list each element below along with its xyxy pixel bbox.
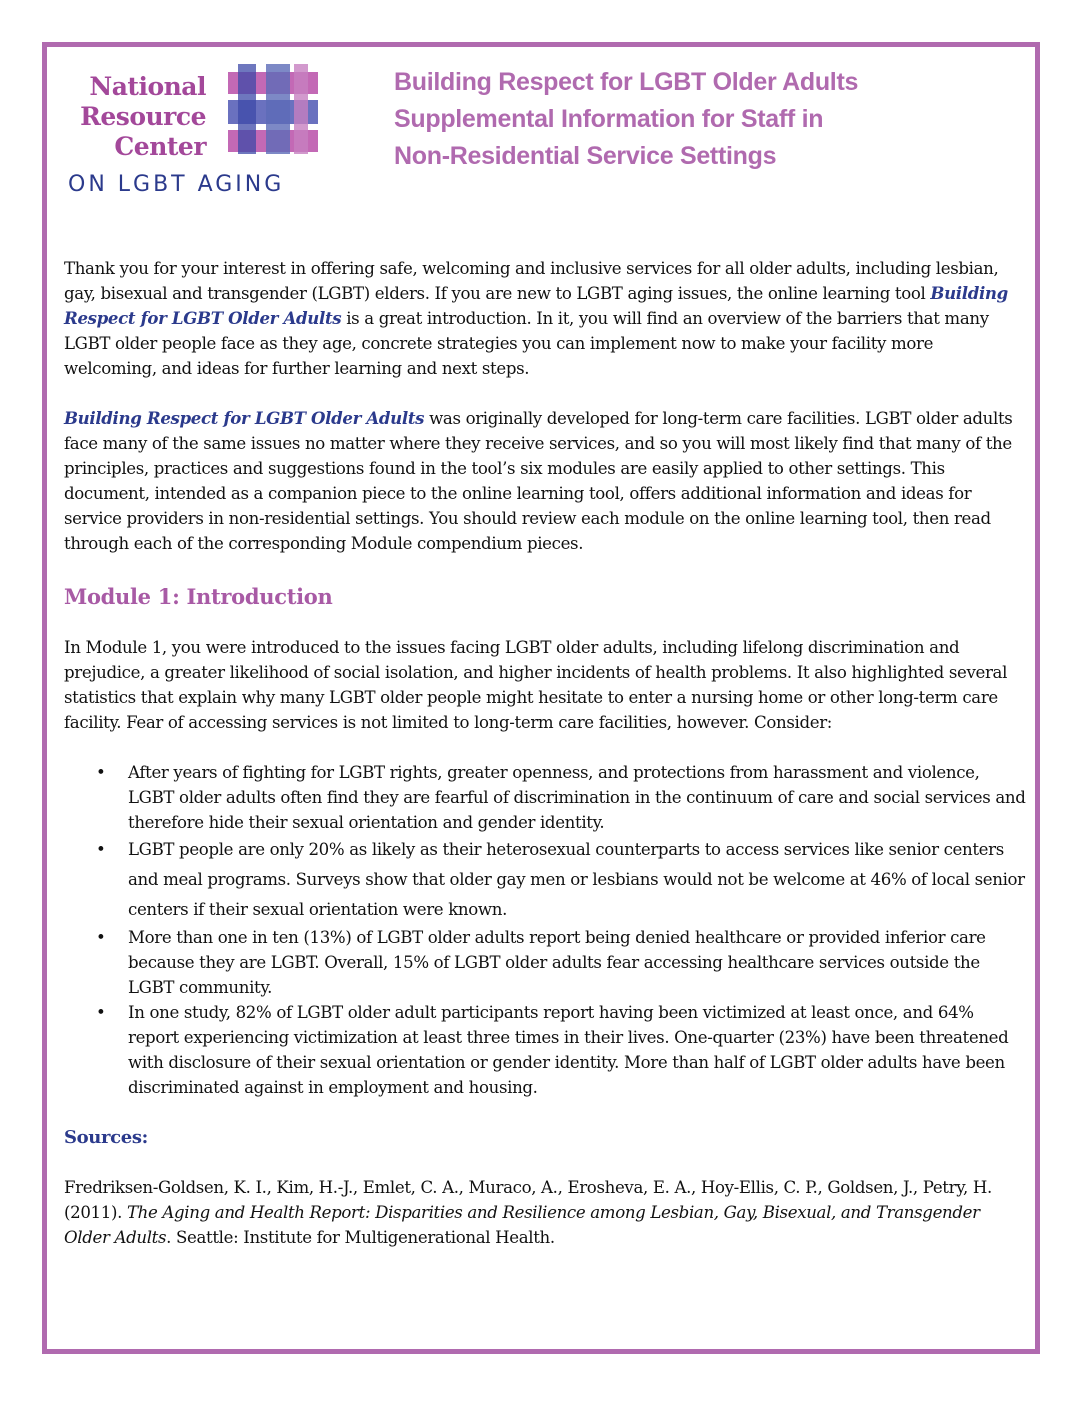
logo-line-center: Center (114, 132, 206, 161)
logo-line-resource: Resource (80, 102, 206, 131)
list-item: • In one study, 82% of LGBT older adult participants report having been victimized at least once, and 64% report experiencing victimization at least three times in their lives. One-quarter (23%) have been threatened with disclosure of their sexual orientation or gender identity. More than half of LGBT older adults have been discriminated against in employment and housing. (64, 1000, 1026, 1100)
document-body (64, 256, 1026, 1250)
bullet-icon: • (96, 928, 106, 947)
bullet-icon: • (96, 1003, 106, 1022)
intro-paragraph-2: Building Respect for LGBT Older Adults was originally developed for long-term care facilities. LGBT older adults face many of the same issues no matter where they receive services, and so you will most likely find that many of the principles, practices and suggestions found in the tool’s six modules are easily applied to other settings. This document, intended as a companion piece to the online learning tool, offers additional information and ideas for service providers in non-residential settings. You should review each module on the online learning tool, then read through each of the corresponding Module compendium pieces. (64, 408, 1013, 553)
sources-heading: Sources: (64, 1127, 148, 1148)
logo-name (80, 72, 206, 162)
list-item: • More than one in ten (13%) of LGBT older adults report being denied healthcare or provided inferior care because they are LGBT. Overall, 15% of LGBT older adults fear accessing healthcare services outside the LGBT community. (64, 925, 1026, 1000)
logo (64, 62, 324, 202)
course-title-link[interactable]: Building Respect for LGBT Older Adults (64, 408, 425, 428)
bullet-icon: • (96, 763, 106, 782)
title-line-1: Building Respect for LGBT Older Adults (394, 68, 859, 96)
statistics-list (64, 760, 1026, 1100)
course-title-link[interactable]: Building Respect for LGBT Older Adults (64, 283, 1008, 328)
citation: Fredriksen-Goldsen, K. I., Kim, H.-J., Emlet, C. A., Muraco, A., Erosheva, E. A., Hoy-Ellis, C. P., Goldsen, J., Petry, H. (2011). The Aging and Health Report: Disparities and Resilience among Lesbian, Gay, Bisexual, and Transgender Older Adults. Seattle: Institute for Multigenerational Health. (64, 1178, 992, 1247)
module-1-heading: Module 1: Introduction (64, 584, 333, 609)
woven-grid-icon (228, 64, 318, 154)
logo-line-national: National (89, 72, 206, 101)
title-line-2: Supplemental Information for Staff in (394, 105, 824, 133)
logo-subtitle: ON LGBT AGING (68, 172, 285, 197)
document-title (394, 64, 858, 175)
module-1-paragraph: In Module 1, you were introduced to the issues facing LGBT older adults, including lifelong discrimination and prejudice, a greater likelihood of social isolation, and higher incidents of health problems. It also highlighted several statistics that explain why many LGBT older people might hesitate to enter a nursing home or other long-term care facility. Fear of accessing services is not limited to long-term care facilities, however. Consider: (64, 638, 1008, 732)
bullet-icon: • (96, 840, 106, 859)
title-line-3: Non-Residential Service Settings (394, 142, 777, 170)
list-item: • LGBT people are only 20% as likely as their heterosexual counterparts to access services like senior centers and meal programs. Surveys show that older gay men or lesbians would not be welcome at 46% of local senior centers if their sexual orientation were known. (64, 835, 1026, 925)
citation-title: The Aging and Health Report: Disparities and Resilience among Lesbian, Gay, Bisexual, and Transgender Older Adults (64, 1203, 980, 1247)
intro-paragraph-1: Thank you for your interest in offering safe, welcoming and inclusive services for all older adults, including lesbian, gay, bisexual and transgender (LGBT) elders. If you are new to LGBT aging issues, the online learning tool Building Respect for LGBT Older Adults is a great introduction. In it, you will find an overview of the barriers that many LGBT older people face as they age, concrete strategies you can implement now to make your facility more welcoming, and ideas for further learning and next steps. (64, 259, 1008, 378)
list-item: • After years of fighting for LGBT rights, greater openness, and protections from harassment and violence, LGBT older adults often find they are fearful of discrimination in the continuum of care and social services and therefore hide their sexual orientation and gender identity. (64, 760, 1026, 835)
